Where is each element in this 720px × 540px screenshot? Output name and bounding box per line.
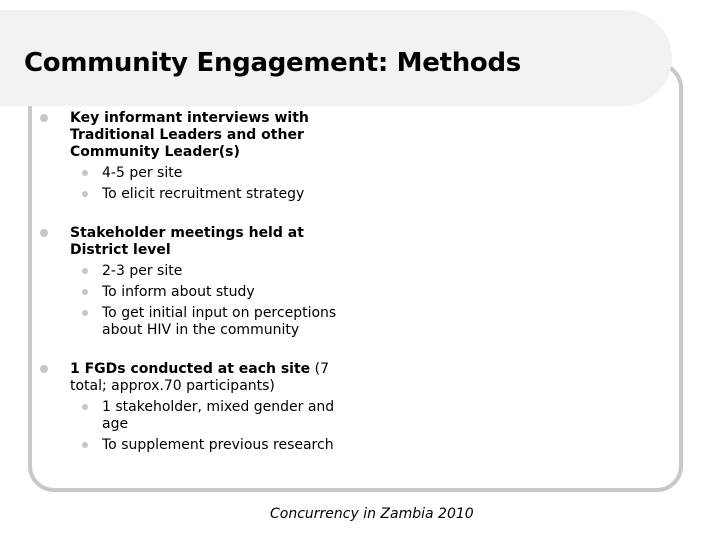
bullet-text: Key informant interviews with Traditional Leaders and other Community Leader(s) bbox=[70, 110, 309, 160]
slide-footer: Concurrency in Zambia 2010 bbox=[270, 506, 474, 522]
sub-bullet-item bbox=[70, 284, 598, 301]
sub-bullet-dot-icon bbox=[82, 310, 88, 316]
sub-bullet-item bbox=[70, 263, 598, 280]
bullet-text-normal: (7 total; approx.70 participants) bbox=[70, 361, 329, 394]
sub-bullet-list bbox=[70, 399, 598, 454]
bullet-text-bold: 1 FGDs conducted at each site bbox=[70, 361, 311, 377]
bullet-item bbox=[38, 361, 598, 454]
sub-bullet-list bbox=[70, 165, 598, 203]
bullet-dot-icon bbox=[40, 229, 48, 237]
slide-content bbox=[38, 110, 598, 454]
sub-bullet-item bbox=[70, 399, 598, 433]
slide-title: Community Engagement: Methods bbox=[24, 48, 521, 78]
sub-bullet-dot-icon bbox=[82, 268, 88, 274]
bullet-dot-icon bbox=[40, 365, 48, 373]
sub-bullet-text: 2-3 per site bbox=[102, 263, 183, 279]
sub-bullet-dot-icon bbox=[82, 442, 88, 448]
sub-bullet-item bbox=[70, 437, 598, 454]
bullet-item bbox=[38, 225, 598, 339]
bullet-dot-icon bbox=[40, 114, 48, 122]
sub-bullet-dot-icon bbox=[82, 191, 88, 197]
sub-bullet-text: To elicit recruitment strategy bbox=[102, 186, 305, 202]
sub-bullet-dot-icon bbox=[82, 170, 88, 176]
bullet-item bbox=[38, 110, 598, 203]
sub-bullet-item bbox=[70, 165, 598, 182]
sub-bullet-text: To inform about study bbox=[102, 284, 255, 300]
bullet-text: Stakeholder meetings held at District level bbox=[70, 225, 304, 258]
sub-bullet-text: 1 stakeholder, mixed gender and age bbox=[102, 399, 335, 432]
sub-bullet-dot-icon bbox=[82, 289, 88, 295]
sub-bullet-text: To supplement previous research bbox=[102, 437, 334, 453]
sub-bullet-dot-icon bbox=[82, 404, 88, 410]
sub-bullet-text: To get initial input on perceptions about HIV in the community bbox=[102, 305, 337, 338]
title-bar bbox=[0, 10, 672, 106]
sub-bullet-item bbox=[70, 186, 598, 203]
bullet-text bbox=[70, 361, 370, 395]
sub-bullet-item bbox=[70, 305, 598, 339]
sub-bullet-list bbox=[70, 263, 598, 339]
sub-bullet-text: 4-5 per site bbox=[102, 165, 183, 181]
